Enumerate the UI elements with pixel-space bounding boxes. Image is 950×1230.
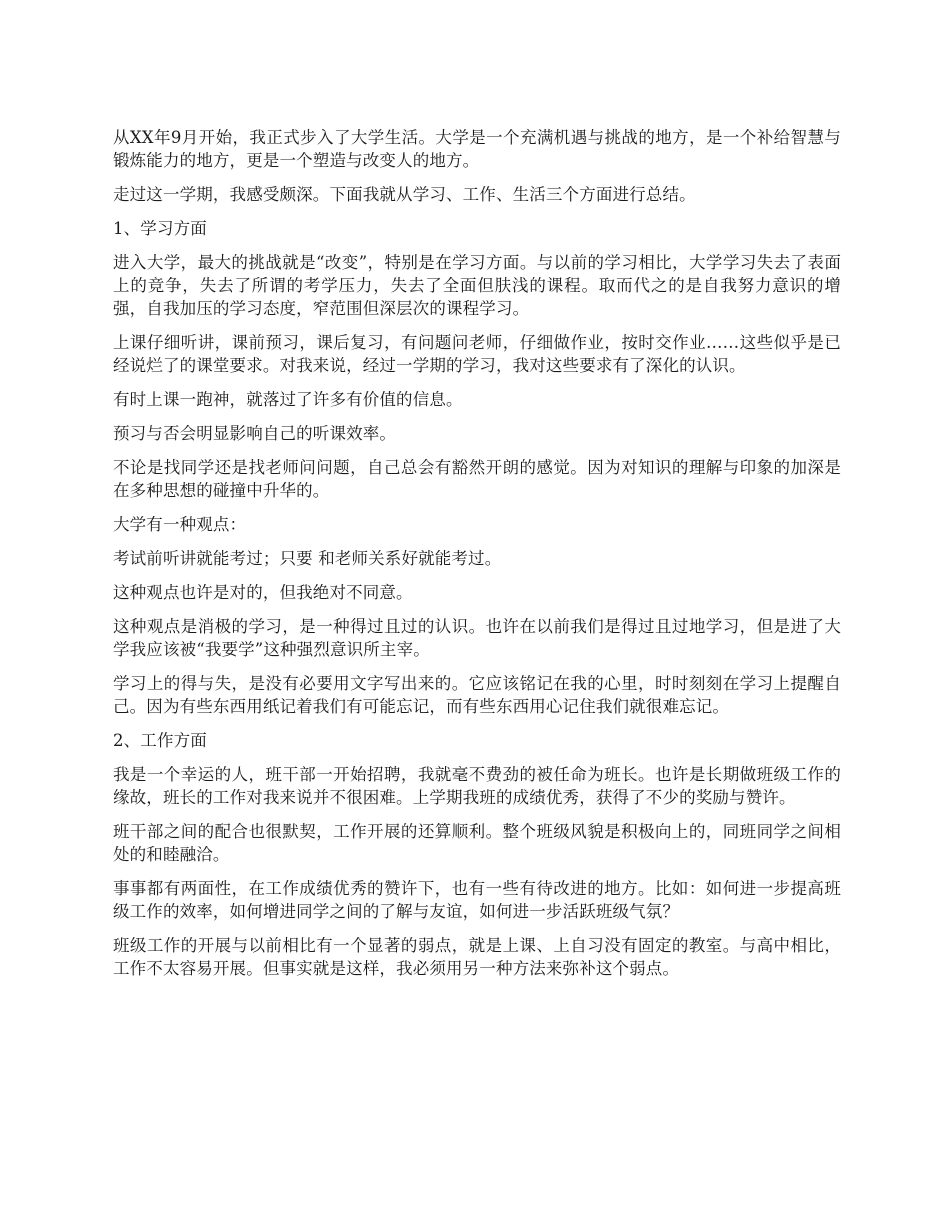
paragraph-intro: 从XX年9月开始，我正式步入了大学生活。大学是一个充满机遇与挑战的地方，是一个补给智慧与锻炼能力的地方，更是一个塑造与改变人的地方。 <box>113 128 841 170</box>
paragraph: 这种观点也许是对的，但我绝对不同意。 <box>113 583 413 602</box>
paragraph: 大学有一种观点： <box>113 515 247 534</box>
paragraph: 进入大学，最大的挑战就是“改变”，特别是在学习方面。与以前的学习相比，大学学习失去了表面上的竞争，失去了所谓的考学压力，失去了全面但肤浅的课程。取而代之的是自我努力意识的增强，自我加压的学习态度，窄范围但深层次的课程学习。 <box>113 253 841 318</box>
section-heading-work: 2、工作方面 <box>113 731 207 750</box>
paragraph: 不论是找同学还是找老师问问题，自己总会有豁然开朗的感觉。因为对知识的理解与印象的加深是在多种思想的碰撞中升华的。 <box>113 458 841 500</box>
paragraph: 班干部之间的配合也很默契，工作开展的还算顺利。整个班级风貌是积极向上的，同班同学之间相处的和睦融洽。 <box>113 822 841 864</box>
paragraph: 学习上的得与失，是没有必要用文字写出来的。它应该铭记在我的心里，时时刻刻在学习上提醒自己。因为有些东西用纸记着我们有可能忘记，而有些东西用心记住我们就很难忘记。 <box>113 674 841 716</box>
paragraph: 这种观点是消极的学习，是一种得过且过的认识。也许在以前我们是得过且过地学习，但是进了大学我应该被“我要学”这种强烈意识所主宰。 <box>113 617 841 659</box>
paragraph: 事事都有两面性，在工作成绩优秀的赞许下，也有一些有待改进的地方。比如：如何进一步提高班级工作的效率，如何增进同学之间的了解与友谊，如何进一步活跃班级气氛？ <box>113 879 841 921</box>
paragraph: 我是一个幸运的人，班干部一开始招聘，我就毫不费劲的被任命为班长。也许是长期做班级工作的缘故，班长的工作对我来说并不很困难。上学期我班的成绩优秀，获得了不少的奖励与赞许。 <box>113 765 841 807</box>
paragraph-overview: 走过这一学期，我感受颇深。下面我就从学习、工作、生活三个方面进行总结。 <box>113 185 696 204</box>
paragraph: 班级工作的开展与以前相比有一个显著的弱点，就是上课、上自习没有固定的教室。与高中相比，工作不太容易开展。但事实就是这样，我必须用另一种方法来弥补这个弱点。 <box>113 936 841 978</box>
paragraph: 预习与否会明显影响自己的听课效率。 <box>113 424 397 443</box>
paragraph: 考试前听讲就能考过；只要 和老师关系好就能考过。 <box>113 549 502 568</box>
document-body <box>113 126 841 991</box>
paragraph: 有时上课一跑神，就落过了许多有价值的信息。 <box>113 390 463 409</box>
paragraph: 上课仔细听讲，课前预习，课后复习，有问题问老师，仔细做作业，按时交作业……这些似乎是已经说烂了的课堂要求。对我来说，经过一学期的学习，我对这些要求有了深化的认识。 <box>113 333 841 375</box>
section-heading-study: 1、学习方面 <box>113 219 207 238</box>
